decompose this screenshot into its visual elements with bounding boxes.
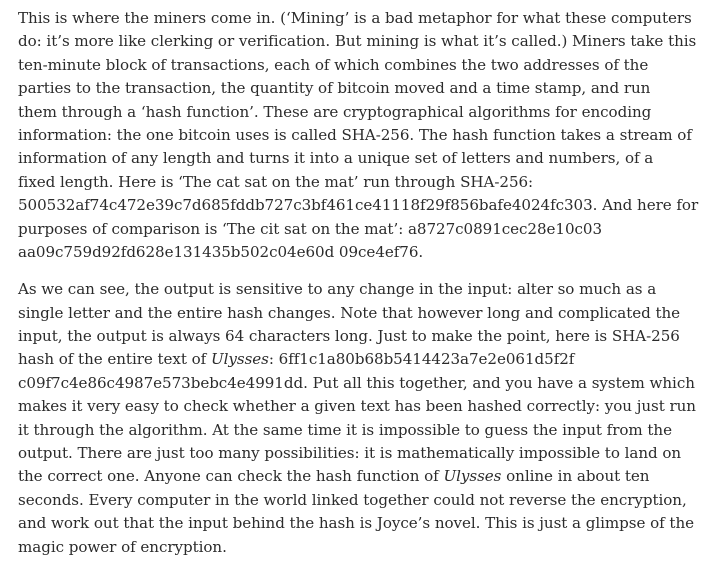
text-run: parties to the transaction, the quantity of bitcoin moved and a time stamp, and run bbox=[18, 79, 651, 98]
text-run: As we can see, the output is sensitive to any change in the input: alter so much as a bbox=[18, 280, 657, 299]
text-line bbox=[18, 7, 706, 30]
text-line bbox=[18, 77, 706, 100]
text-line bbox=[18, 489, 706, 512]
text-run: : 6ff1c1a80b68b5414423a7e2e061d5f2f bbox=[268, 350, 575, 369]
text-line bbox=[18, 194, 706, 217]
text-line bbox=[18, 30, 706, 53]
text-run: information of any length and turns it into a unique set of letters and numbers, of a bbox=[18, 149, 654, 168]
text-run: 500532af74c472e39c7d685fddb727c3bf461ce41118f29f856bafe4024fc303. And here for bbox=[18, 196, 699, 215]
text-line bbox=[18, 442, 706, 465]
text-line bbox=[18, 218, 706, 241]
text-run: purposes of comparison is ‘The cit sat on the mat’: a8727c0891cec28e10c03 bbox=[18, 219, 603, 238]
text-line bbox=[18, 395, 706, 418]
text-run: c09f7c4e86c4987e573bebc4e4991dd. Put all this together, and you have a system which bbox=[18, 373, 695, 392]
text-line bbox=[18, 124, 706, 147]
text-line bbox=[18, 54, 706, 77]
text-line bbox=[18, 348, 706, 371]
italic-title: Ulysses bbox=[443, 467, 502, 486]
text-run: them through a ‘hash function’. These are cryptographical algorithms for encoding bbox=[18, 102, 652, 121]
text-line bbox=[18, 536, 706, 559]
text-run: makes it very easy to check whether a given text has been hashed correctly: you just run bbox=[18, 397, 696, 416]
text-line bbox=[18, 372, 706, 395]
text-run: it through the algorithm. At the same time it is impossible to guess the input from the bbox=[18, 420, 672, 439]
text-run: online in about ten bbox=[501, 467, 650, 486]
text-line bbox=[18, 101, 706, 124]
text-run: fixed length. Here is ‘The cat sat on the mat’ run through SHA-256: bbox=[18, 172, 534, 191]
text-run: ten-minute block of transactions, each of which combines the two addresses of the bbox=[18, 55, 649, 74]
italic-title: Ulysses bbox=[210, 350, 269, 369]
text-run: aa09c759d92fd628e131435b502c04e60d 09ce4ef76. bbox=[18, 242, 424, 261]
text-run: single letter and the entire hash changes. Note that however long and complicated the bbox=[18, 303, 681, 322]
text-line bbox=[18, 419, 706, 442]
text-run: and work out that the input behind the hash is Joyce’s novel. This is just a glimpse of the bbox=[18, 514, 695, 533]
text-run: hash of the entire text of bbox=[18, 350, 211, 369]
text-line bbox=[18, 325, 706, 348]
text-run: information: the one bitcoin uses is called SHA-256. The hash function takes a stream of bbox=[18, 125, 692, 144]
text-run: do: it’s more like clerking or verification. But mining is what it’s called.) Miners take this bbox=[18, 32, 697, 51]
text-run: This is where the miners come in. (‘Mining’ is a bad metaphor for what these computers bbox=[18, 9, 692, 27]
text-line bbox=[18, 512, 706, 535]
text-line bbox=[18, 147, 706, 170]
text-run: seconds. Every computer in the world linked together could not reverse the encryption, bbox=[18, 490, 687, 509]
text-line bbox=[18, 465, 706, 488]
text-run: the correct one. Anyone can check the hash function of bbox=[18, 467, 444, 486]
paragraph-spacer bbox=[18, 264, 706, 278]
text-run: magic power of encryption. bbox=[18, 537, 227, 556]
text-run: output. There are just too many possibilities: it is mathematically impossible to land on bbox=[18, 444, 682, 463]
paragraph-hash-output bbox=[18, 278, 706, 559]
text-line bbox=[18, 278, 706, 301]
paragraph-mining bbox=[18, 7, 706, 264]
text-run: input, the output is always 64 characters long. Just to make the point, here is SHA-256 bbox=[18, 327, 680, 346]
text-line bbox=[18, 171, 706, 194]
text-line bbox=[18, 302, 706, 325]
text-line bbox=[18, 241, 706, 264]
